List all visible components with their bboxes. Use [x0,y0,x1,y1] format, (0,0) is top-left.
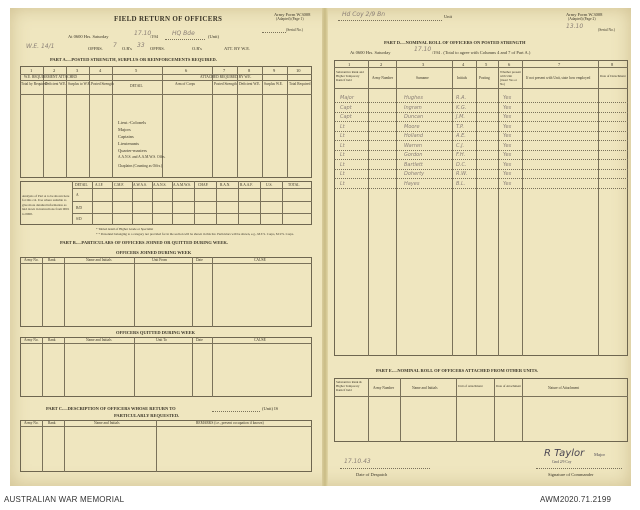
form-serial-left: (Serial No.) [286,28,303,32]
part-c-col-1: Rank [48,421,56,425]
hand-header-right: Hd Coy 2/9 Bn [342,11,386,18]
year-note-right: /194 . (Total to agree with Columns 4 and 7 of Part A.) [432,50,531,55]
roll-rank: Lt [340,142,345,149]
roll-rank: Lt [340,180,345,187]
grid-row-sd: S/D [76,217,82,221]
rd-col-num-3: 3 [422,62,425,67]
attached-required-header: ATTACHED REQUIRED BY W.E. [200,75,252,79]
roll-row-line [334,102,628,103]
col-num-4: 4 [99,68,102,73]
grid-head-5: A.A.M.W.S. [173,183,191,187]
roll-present: Yes [503,123,512,130]
roll-initials: K.G. [456,104,467,111]
col-num-8: 8 [248,68,251,73]
date-of-despatch-label: Date of Despatch [356,472,388,477]
hand-serial-right: 13.10 [566,23,584,30]
grid-head-0: DETAIL [75,183,88,187]
rd-col-4: Posting [479,76,490,80]
subcol-7: Deficient W.E. [239,82,261,86]
subcol-5: Arm of Corps [175,82,195,86]
roll-initials: C.J. [456,142,465,149]
offrs-line: OFFRS. [88,46,103,51]
col-num-2: 2 [53,68,56,73]
grid-head-6: CHAP. [198,183,209,187]
roll-initials: T.P. [456,123,464,130]
form-id-right: Army Form W.3008 [566,12,603,17]
part-d-table [334,60,628,356]
roll-present: Yes [503,171,512,177]
roll-surname: Hughes [404,95,423,101]
roll-rank: Major [340,95,354,101]
ors-line: O.R's [122,46,132,51]
quitted-col-1: Rank [48,338,56,342]
grid-head-9: U.S. [266,183,273,187]
signature-label: Signature of Commander [548,472,594,477]
part-c-col-3: REMARKS (i.e., present occupation if known) [196,421,264,425]
roll-row-line [334,188,628,189]
grid-row-a: A [76,193,79,197]
quitted-title: OFFICERS QUITTED DURING WEEK [116,330,196,335]
hand-date-right: 17.10 [414,46,432,53]
rd-col-num-4: 4 [462,62,465,67]
grid-head-10: TOTAL [288,183,300,187]
hand-unit-left: HQ Bde [172,30,195,37]
year-left: /194 [150,34,159,39]
rd-col-num-1: 1 [348,62,351,67]
rd-col-num-5: 5 [485,62,488,67]
rd-col-6: If not present with Unit, state how employed [526,76,591,80]
quitted-col-3: Unit To [156,338,167,342]
unit-label-right: Unit [444,14,453,19]
roll-rank: Lt [340,133,345,139]
rd-col-1: Army Number [372,76,394,80]
roll-row-line [334,159,628,160]
part-d-heading: PART D.—NOMINAL ROLL OF OFFICERS ON POSTED STRENGTH [384,40,526,45]
subcol-3: Surplus to W.E. [68,82,91,86]
sig-unit: Cmd 2/9 Coy [552,460,572,464]
form-sub-right: (Adapted) (Page 2) [568,17,596,21]
col-num-6: 6 [185,68,188,73]
joined-col-3: Unit From [152,258,168,262]
rank-5: Quarter-masters [118,148,147,153]
roll-rank: Lt [340,123,345,130]
footnote-1: * Tabled detail of Higher Grade or Specialist [96,227,154,231]
footnote-2: * * Personnel belonging to a category not provided for in the section will be shown in this list. Particulars will be shown, e.g., M.T.S. Corps, M.V.S. Corps. [96,232,295,236]
roll-rank: Capt [340,104,352,111]
roll-present: Yes [503,142,512,149]
joined-col-4: Date [196,258,203,262]
joined-col-2: Name and Initials [86,258,112,262]
grid-head-7: R.A.N. [220,183,231,187]
part-c-heading-2: PARTICULARLY REQUESTED. [114,413,180,418]
footer-accession: AWM2020.71.2199 [540,495,612,504]
rank-2: Majors [118,127,131,132]
quitted-col-5: CAUSE [254,338,266,342]
col-num-5: 5 [135,68,138,73]
hand-ors: 33 [137,42,145,49]
rank-3: Captains [118,134,134,139]
roll-row-line [334,178,628,179]
col-num-7: 7 [223,68,226,73]
pe-col-4: Date of Attachment [496,384,521,388]
subcol-2: Deficient W.E. [45,82,67,86]
col-num-3: 3 [76,68,79,73]
rd-col-0: Substantive Rank and Higher Temporary Rank if held [336,70,364,82]
roll-initials: R.A. [456,95,467,101]
part-c-unit: (Unit) IS [262,406,279,411]
subcol-6: Posted Strength [214,82,237,86]
part-c-heading: PART C.—DESCRIPTION OF OFFICERS WHOSE RETURN TO [46,406,176,411]
rd-col-num-6: 6 [508,62,511,67]
hand-we: W.E. 14/1 [26,43,55,50]
rank-4: Lieutenants [118,141,139,146]
roll-row-line [334,121,628,122]
roll-row-line [334,169,628,170]
roll-present: Yes [503,133,512,139]
roll-surname: Hayes [404,180,420,187]
roll-rank: Lt [340,171,345,177]
unit-label-left: (Unit) [208,34,219,39]
ors2-line: O.R's [192,46,202,51]
roll-surname: Warren [404,142,423,149]
pe-col-5: Nature of Attachment [548,386,580,390]
pe-col-1: Army Number [373,386,395,390]
quitted-col-4: Date [196,338,203,342]
commander-signature: R Taylor [544,448,585,459]
rd-col-num-8: 8 [611,62,614,67]
quitted-col-0: Army No. [24,338,39,342]
quitted-col-2: Name and Initials [86,338,112,342]
we-requirement-header: W.E. REQUIREMENT ATTACHED [24,75,78,79]
at-line-left: At 0600 Hrs. Saturday [68,34,109,39]
roll-present: Yes [503,161,512,168]
rank-6: A.A.N.S. and A.A.M.W.S. Offrs. [118,155,166,159]
hand-offrs: 7 [113,42,117,49]
roll-initials: A.E. [456,133,466,139]
form-id-left: Army Form W.3008 [274,12,311,17]
rd-col-3: Initials [457,76,467,80]
roll-present: Yes [503,152,512,158]
part-c-col-0: Army No. [24,421,39,425]
roll-surname: Bartlett [404,161,423,168]
pe-col-2: Name and Initials [412,386,438,390]
center-fold [322,8,328,486]
roll-surname: Doherty [404,171,425,177]
roll-initials: R.W. [456,171,468,177]
grid-head-1: A.I.F. [95,183,104,187]
part-e-heading: PART E.—NOMINAL ROLL OF OFFICERS ATTACHED FROM OTHER UNITS. [376,368,539,373]
grid-note: Analysis of Part A to be shown here for this col. Use where suitable to give more detailed information as laid down in instructions from 0001 to 0000. [22,194,70,216]
rank-1: Lieut.-Colonels [118,120,147,125]
att-by-we: ATT. BY W.E. [224,46,251,51]
hand-despatch: 17.10.43 [344,458,371,465]
form-sub-left: (Adapted) (Page 1) [276,17,304,21]
pe-col-0: Substantive Rank & Higher Temporary Rank if held [336,380,362,392]
roll-present: Yes [503,104,512,111]
roll-rank: Lt [340,161,345,168]
grid-head-8: R.A.A.F. [240,183,253,187]
roll-row-line [334,150,628,151]
roll-initials: J.M. [456,114,465,120]
footer-institution: AUSTRALIAN WAR MEMORIAL [4,495,125,504]
at-line-right: At 0600 Hrs. Saturday [350,50,391,55]
rd-col-num-2: 2 [380,62,383,67]
hand-date-left: 17.10 [134,30,152,37]
subcol-4: Posted Strength [91,82,114,86]
joined-col-5: CAUSE [254,258,266,262]
subcol-1: Total by Required [21,82,47,86]
roll-row-line [334,140,628,141]
part-b-heading: PART B.—PARTICULARS OF OFFICERS JOINED OR QUITTED DURING WEEK. [60,240,228,245]
rd-col-num-7: 7 [558,62,561,67]
grid-row-bd: B/D [76,206,82,210]
roll-rank: Lt [340,152,345,158]
joined-col-0: Army No. [24,258,39,262]
roll-initials: B.L. [456,180,466,187]
roll-surname: Moore [404,123,420,130]
rank-7: Chaplains (Counting as Offrs.) [118,164,163,168]
col-num-1: 1 [30,68,33,73]
roll-rank: Capt [340,114,352,120]
roll-row-line [334,131,628,132]
part-a-heading: PART A.—POSTED STRENGTH, SURPLUS OR REINFORCEMENTS REQUIRED. [50,57,217,62]
roll-row-line [334,112,628,113]
roll-initials: F.H. [456,152,466,158]
joined-col-1: Rank [48,258,56,262]
grid-head-4: A.A.N.S. [153,183,167,187]
offrs2-line: OFFRS. [150,46,165,51]
roll-surname: Holland [404,133,424,139]
rd-col-7: Date of Detachment [600,74,626,78]
grid-head-3: A.W.A.S. [133,183,147,187]
detail-header: DETAIL [130,84,143,88]
form-title: FIELD RETURN OF OFFICERS [114,15,223,23]
roll-present: Yes [503,180,512,187]
sig-rank: Major [594,452,605,457]
roll-surname: Duncan [404,114,424,120]
roll-present: Yes [503,114,512,120]
rd-col-5: Whether present with Unit (insert Yes or No) [500,70,521,86]
roll-present: Yes [503,95,512,101]
grid-head-2: C.M.F. [114,183,124,187]
joined-title: OFFICERS JOINED DURING WEEK [116,250,192,255]
roll-surname: Gordon [404,152,423,158]
roll-initials: D.C. [456,161,467,168]
rd-col-2: Surname [416,76,429,80]
pe-col-3: Unit of Attachment [458,384,483,388]
col-num-9: 9 [273,68,276,73]
subcol-8: Surplus W.E. [264,82,283,86]
roll-surname: Ingram [404,104,422,111]
col-num-10: 10 [296,68,301,73]
part-c-col-2: Name and Initials [94,421,120,425]
form-serial-right: (Serial No.) [598,28,615,32]
subcol-9: Total Required [289,82,311,86]
